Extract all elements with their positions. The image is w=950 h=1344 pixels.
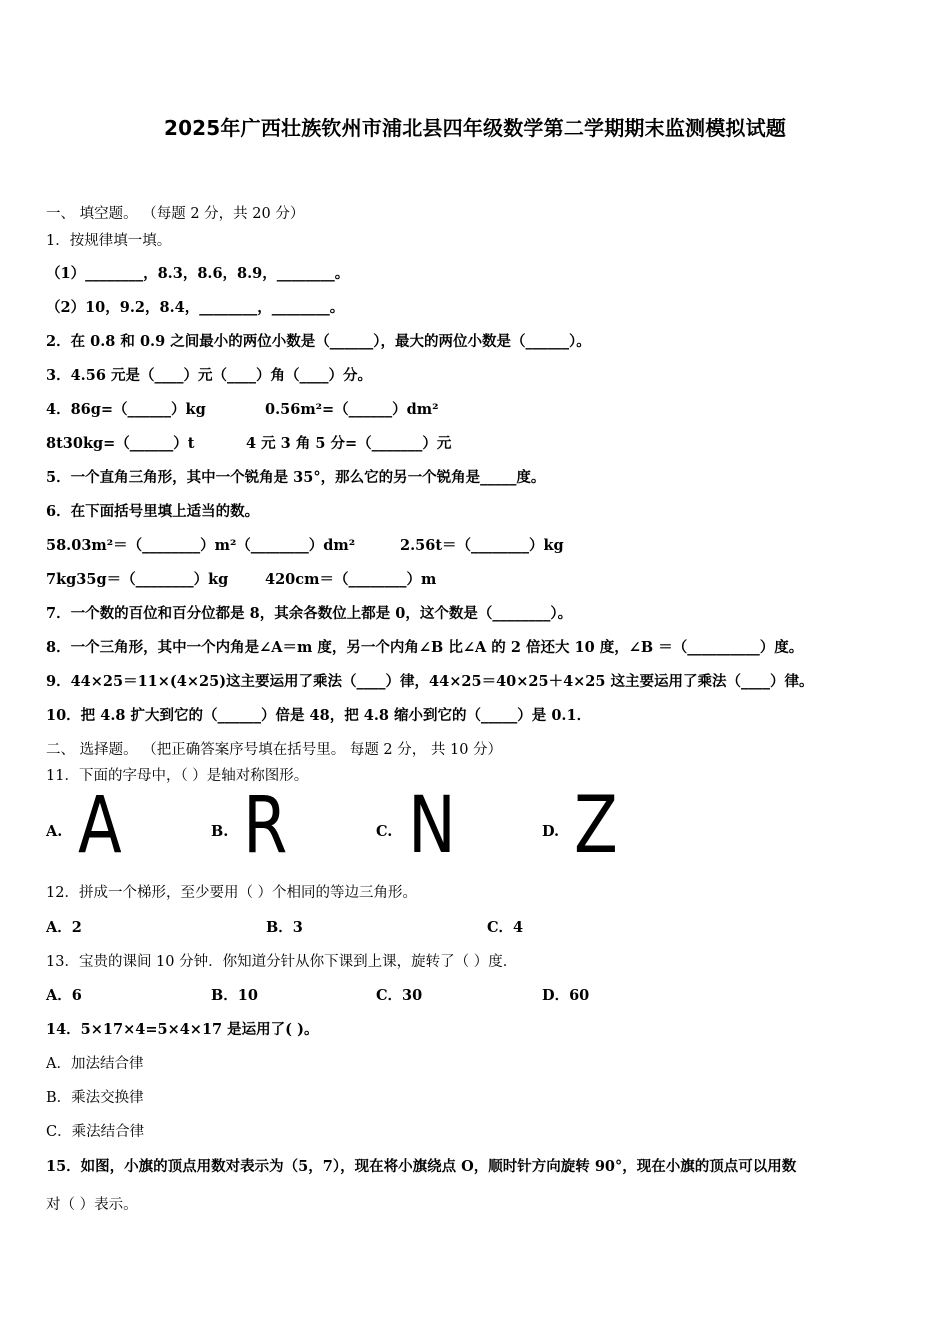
question-14-option-c: C．乘法结合律 <box>46 1124 145 1140</box>
question-7: 7．一个数的百位和百分位都是 8，其余各数位上都是 0，这个数是（________）。 <box>46 605 573 622</box>
question-1-part-1: （1）________，8.3，8.6，8.9，________。 <box>46 265 350 282</box>
question-13: 13．宝贵的课间 10 分钟．你知道分针从你下课到上课，旋转了（ ）度． <box>46 954 518 970</box>
question-4-part-1: 4．86g=（______）kg <box>46 401 206 418</box>
question-4-part-4: 4 元 3 角 5 分=（_______）元 <box>246 435 452 452</box>
question-10: 10．把 4.8 扩大到它的（______）倍是 48，把 4.8 缩小到它的（_____）是 0.1． <box>46 707 592 724</box>
question-13-option-c: C．30 <box>376 987 423 1004</box>
question-14-option-a: A．加法结合律 <box>46 1056 144 1072</box>
question-2: 2．在 0.8 和 0.9 之间最小的两位小数是（______），最大的两位小数是（______）。 <box>46 333 591 350</box>
letter-a-image: A <box>78 781 122 871</box>
section-heading-fill-blank: 一、 填空题。 （每题 2 分，共 20 分） <box>46 206 305 222</box>
question-12-option-a: A．2 <box>46 919 82 936</box>
page-title: 2025年广西壮族钦州市浦北县四年级数学第二学期期末监测模拟试题 <box>163 116 787 140</box>
question-13-option-a: A．6 <box>46 987 82 1004</box>
letter-n-image: N <box>408 781 456 871</box>
question-8: 8．一个三角形，其中一个内角是∠A＝m 度，另一个内角∠B 比∠A 的 2 倍还大 10 度，∠B ＝（__________）度。 <box>46 639 804 656</box>
option-label: C. <box>376 823 393 840</box>
question-13-option-d: D．60 <box>542 987 590 1004</box>
question-13-option-b: B．10 <box>211 987 258 1004</box>
question-6: 6．在下面括号里填上适当的数。 <box>46 503 260 520</box>
question-12-option-b: B．3 <box>266 919 303 936</box>
question-4-part-2: 0.56m²=（______）dm² <box>265 401 439 418</box>
question-14: 14．5×17×4=5×4×17 是运用了( )。 <box>46 1021 319 1038</box>
question-12-option-c: C．4 <box>487 919 524 936</box>
question-11-options <box>46 781 666 871</box>
question-14-option-b: B．乘法交换律 <box>46 1090 144 1106</box>
question-15-line-2: 对（ ）表示。 <box>46 1197 138 1213</box>
question-11: 11．下面的字母中，（ ）是轴对称图形。 <box>46 768 309 784</box>
question-6-part-2: 2.56t＝（________）kg <box>400 537 564 554</box>
letter-r-image: R <box>243 781 288 871</box>
question-4-part-3: 8t30kg=（______）t <box>46 435 195 452</box>
question-5: 5．一个直角三角形，其中一个锐角是 35°，那么它的另一个锐角是_____度。 <box>46 469 546 486</box>
question-6-part-3: 7kg35g＝（________）kg <box>46 571 229 588</box>
question-9: 9．44×25＝11×(4×25)这主要运用了乘法（____）律，44×25＝40×25＋4×25 这主要运用了乘法（____）律。 <box>46 673 814 690</box>
question-3: 3．4.56 元是（____）元（____）角（____）分。 <box>46 367 372 384</box>
section-heading-choice: 二、 选择题。 （把正确答案序号填在括号里。 每题 2 分， 共 10 分） <box>46 742 503 758</box>
question-12: 12．拼成一个梯形，至少要用（ ）个相同的等边三角形。 <box>46 885 418 901</box>
question-6-part-1: 58.03m²＝（________）m²（________）dm² <box>46 537 356 554</box>
question-1-part-2: （2）10，9.2，8.4，________，________。 <box>46 299 345 316</box>
option-label: D. <box>542 823 560 840</box>
question-1: 1．按规律填一填。 <box>46 233 172 249</box>
question-15-line-1: 15．如图，小旗的顶点用数对表示为（5，7），现在将小旗绕点 O，顺时针方向旋转 90°，现在小旗的顶点可以用数 <box>46 1158 797 1175</box>
option-label: B. <box>211 823 229 840</box>
option-label: A. <box>46 823 63 840</box>
letter-z-image: Z <box>574 781 618 871</box>
question-6-part-4: 420cm＝（________）m <box>265 571 437 588</box>
